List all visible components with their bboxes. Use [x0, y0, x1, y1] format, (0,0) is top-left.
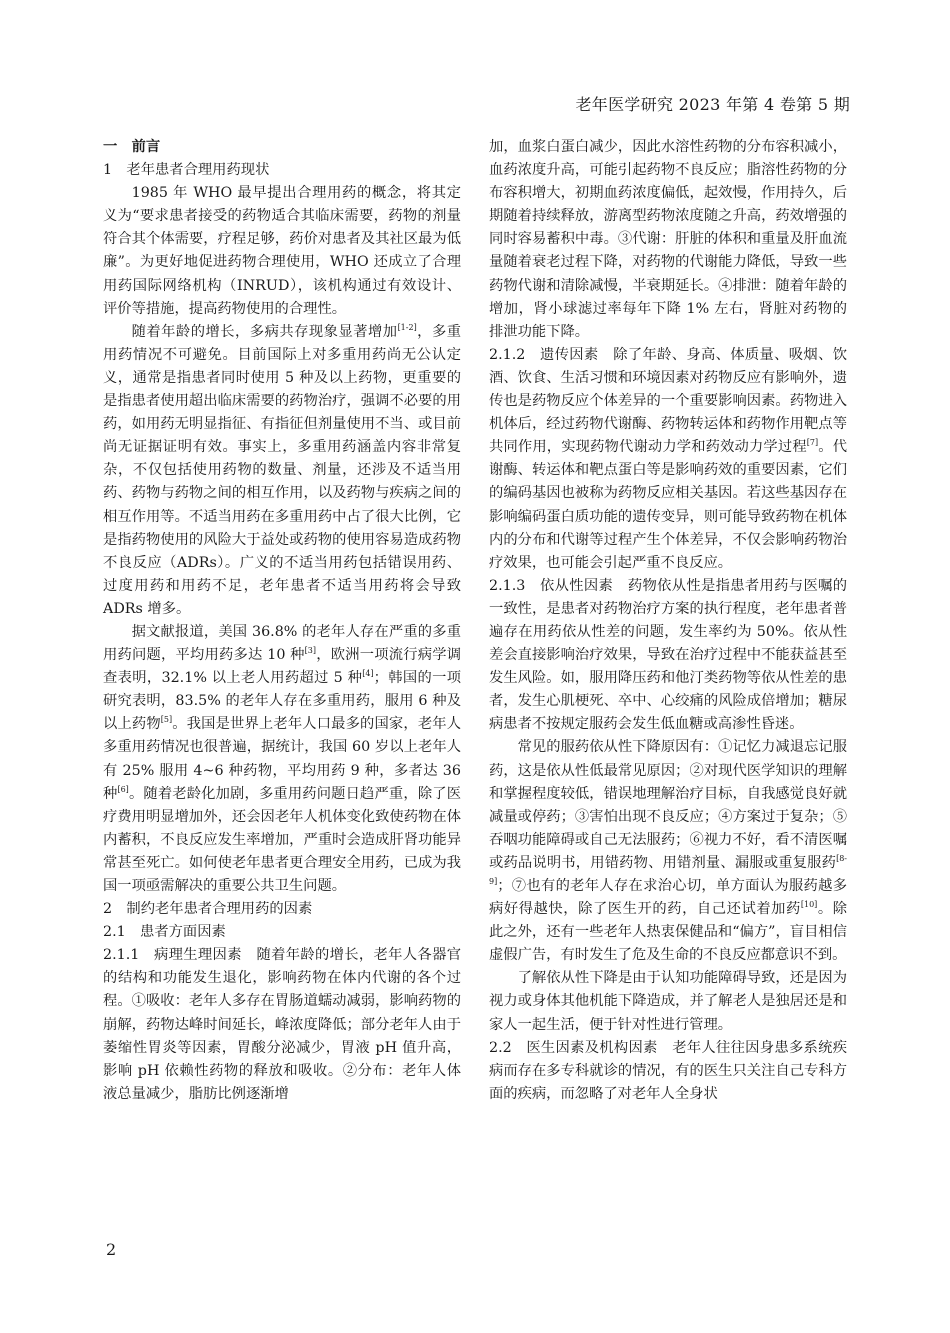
citation-ref: [10] [800, 900, 818, 910]
running-header: 老年医学研究 2023 年第 4 卷第 5 期 [575, 95, 850, 114]
paragraph-text: 常见的服药依从性下降原因有：①记忆力减退忘记服药，这是依从性低最常见原因；②对现代医学知识的理解和掌握程度较低，错误地理解治疗目标，自我感觉良好就减量或停药；③害怕出现不良反应；④方案过于复杂；⑤吞咽功能障碍或自己无法服药；⑥视力不好，看不清医嘱或药品说明书，用错药物、用错剂量、漏服或重复服药 [489, 739, 847, 871]
heading-section-2-1-title: 患者方面因素 [140, 924, 226, 941]
citation-ref: [4] [362, 669, 374, 679]
heading-section-2-1-number: 2.1 [103, 924, 126, 941]
citation-ref: [5] [160, 715, 173, 725]
paragraph-text: ，欧洲一项流行病学调查表明，32.1% 以上老人用药超过 5 种 [103, 647, 462, 687]
paragraph-genetics [489, 344, 847, 575]
paragraph-doctor-factors [489, 1037, 847, 1106]
subsection-title: 病理生理因素 [153, 947, 242, 964]
citation-ref: [7] [806, 438, 819, 448]
subsection-title: 依从性因素 [539, 577, 614, 594]
paragraph-compliance [489, 575, 847, 737]
subsection-number: 2.1.1 [103, 947, 140, 964]
right-column [489, 136, 847, 1106]
citation-ref: [6] [117, 784, 129, 794]
heading-section-2-number: 2 [103, 901, 113, 918]
paragraph-text: 老年人往往因身患多系统疾病而存在多专科就诊的情况，有的医生只关注自己专科方面的疾病，而忽略了对老年人全身状 [489, 1039, 848, 1102]
subsection-title: 遗传因素 [539, 346, 599, 363]
paragraph-text: 药物依从性是指患者用药与医嘱的一致性，是患者对药物治疗方案的执行程度，老年患者普遍存在用药依从性差的问题，发生率约为 50%。依从性差会直接影响治疗效果，导致在治疗过程中不能获益甚至发生风险。如，服用降压药和他汀类药物等依从性差的患者，发生心肌梗死、卒中、心绞痛的风险成倍增加；糖尿病患者不按规定服药会发生低血糖或高渗性昏迷。 [489, 577, 848, 733]
paragraph-compliance-reasons [489, 736, 847, 967]
paragraph-pathophysiology [103, 944, 461, 1106]
paragraph-text: ；⑦也有的老年人存在求治心切，单方面认为服药越多病好得越快，除了医生开的药，自己还试着加药 [489, 878, 847, 918]
heading-section-1-title: 老年患者合理用药现状 [126, 162, 270, 179]
heading-section-2 [103, 898, 461, 921]
heading-section-1-number: 1 [103, 162, 113, 179]
subsection-title: 医生因素及机构因素 [526, 1039, 658, 1056]
paragraph-text: ，多重用药情况不可避免。目前国际上对多重用药尚无公认定义，通常是指患者同时使用 5 种及以上药物，更重要的是指患者使用超出临床需要的药物治疗，强调不必要的用药，如用药无明显指征、有指征但剂量使用不当、或目前尚无证据证明有效。事实上，多重用药涵盖内容非常复杂，不仅包括使用药物的数量、剂量，还涉及不适当用药、药物与药物之间的相互作用，以及药物与疾病之间的相互作用等。不适当用药在多重用药中占了很大比例，它是指药物使用的风险大于益处或药物的使用容易造成药物不良反应（ADRs）。广义的不适当用药包括错误用药、过度用药和用药不足，老年患者不适当用药将会导致 ADRs 增多。 [103, 323, 462, 617]
subsection-number: 2.1.3 [489, 577, 526, 594]
heading-section-1 [103, 159, 461, 182]
paragraph-text: 。代谢酶、转运体和靶点蛋白等是影响药效的重要因素，它们的编码基因也被称为药物反应相关基因。若这些基因存在影响编码蛋白质功能的遗传变异，则可能导致药物在机体内的分布和代谢等过程产生个体差异，不仅会影响药物治疗效果，也可能会引起严重不良反应。 [489, 439, 848, 571]
paragraph-distribution-continued: 加，血浆白蛋白减少，因此水溶性药物的分布容积减小，血药浓度升高，可能引起药物不良反应；脂溶性药物的分布容积增大，初期血药浓度偏低，起效慢，作用持久，后期随着持续释放，游离型药物浓度随之升高，药效增强的同时容易蓄积中毒。③代谢：肝脏的体积和重量及肝血流量随着衰老过程下降，对药物的代谢能力降低，导致一些药物代谢和清除减慢，半衰期延长。④排泄：随着年龄的增加，肾小球滤过率每年下降 1% 左右，肾脏对药物的排泄功能下降。 [489, 139, 847, 340]
paragraph-text: 。我国是世界上老年人口最多的国家，老年人多重用药情况也很普遍，据统计，我国 60 岁以上老年人有 25% 服用 4~6 种药物，平均用药 9 种，多者达 36 种 [103, 716, 462, 802]
citation-ref: [3] [304, 646, 317, 656]
citation-ref: [8-9] [489, 853, 847, 886]
heading-preface [103, 136, 461, 159]
heading-section-2-title: 制约老年患者合理用药的因素 [126, 901, 313, 918]
paragraph-polypharmacy-definition [103, 321, 461, 621]
paragraph-who-definition: 1985 年 WHO 最早提出合理用药的概念，将其定义为“要求患者接受的药物适合其临床需要，药物的剂量符合其个体需要，疗程足够，药价对患者及其社区最为低廉”。为更好地促进药物合理使用，WHO 还成立了合理用药国际网络机构（INRUD），该机构通过有效设计、评价等措施，提高药物使用的合理性。 [103, 185, 461, 317]
paragraph-text: 。除此之外，还有一些老年人热衷保健品和“偏方”，盲目相信虚假广告，有时发生了危及生命的不良反应都意识不到。 [489, 901, 847, 964]
heading-preface-number: 一 [103, 139, 118, 155]
page-number: 2 [106, 1240, 117, 1259]
paragraph-text: 除了年龄、身高、体质量、吸烟、饮酒、饮食、生活习惯和环境因素对药物反应有影响外，遗传也是药物反应个体差异的一个重要影响因素。药物进入机体后，经过药物代谢酶、药物转运体和药物作用靶点等共同作用，实现药物代谢动力学和药效动力学过程 [489, 346, 848, 456]
paragraph-text: 随着年龄的增长，多病共存现象显著增加 [131, 323, 398, 340]
paragraph-text: ；韩国的一项研究表明，83.5% 的老年人存在多重用药，服用 6 种及以上药物 [103, 670, 461, 733]
subsection-number: 2.2 [489, 1039, 512, 1056]
heading-preface-title: 前言 [131, 139, 161, 155]
left-column [103, 136, 461, 1106]
paragraph-text: 。随着老龄化加剧，多重用药问题日趋严重，除了医疗费用明显增加外，还会因老年人机体变化致使药物在体内蓄积，不良反应发生率增加，严重时会造成肝肾功能异常甚至死亡。如何使老年患者更合理安全用药，已成为我国一项亟需解决的重要公共卫生问题。 [103, 785, 462, 894]
heading-section-2-1 [103, 921, 461, 944]
paragraph-text: 随着年龄的增长，老年人各器官的结构和功能发生退化，影响药物在体内代谢的各个过程。①吸收：老年人多存在胃肠道蠕动减弱，影响药物的崩解，药物达峰时间延长，峰浓度降低；部分老年人由于萎缩性胃炎等因素，胃酸分泌减少，胃液 pH 值升高，影响 pH 依赖性药物的释放和吸收。②分布：老年人体液总量减少，脂肪比例逐渐增 [103, 947, 461, 1102]
paragraph-text: 据文献报道，美国 36.8% 的老年人存在严重的多重用药问题，平均用药多达 10 种 [103, 623, 461, 664]
paragraph-prevalence [103, 621, 461, 898]
citation-ref: [1-2] [397, 322, 417, 332]
subsection-number: 2.1.2 [489, 346, 526, 363]
paragraph-management: 了解依从性下降是由于认知功能障碍导致，还是因为视力或身体其他机能下降造成，并了解老人是独居还是和家人一起生活，便于针对性进行管理。 [489, 970, 847, 1033]
